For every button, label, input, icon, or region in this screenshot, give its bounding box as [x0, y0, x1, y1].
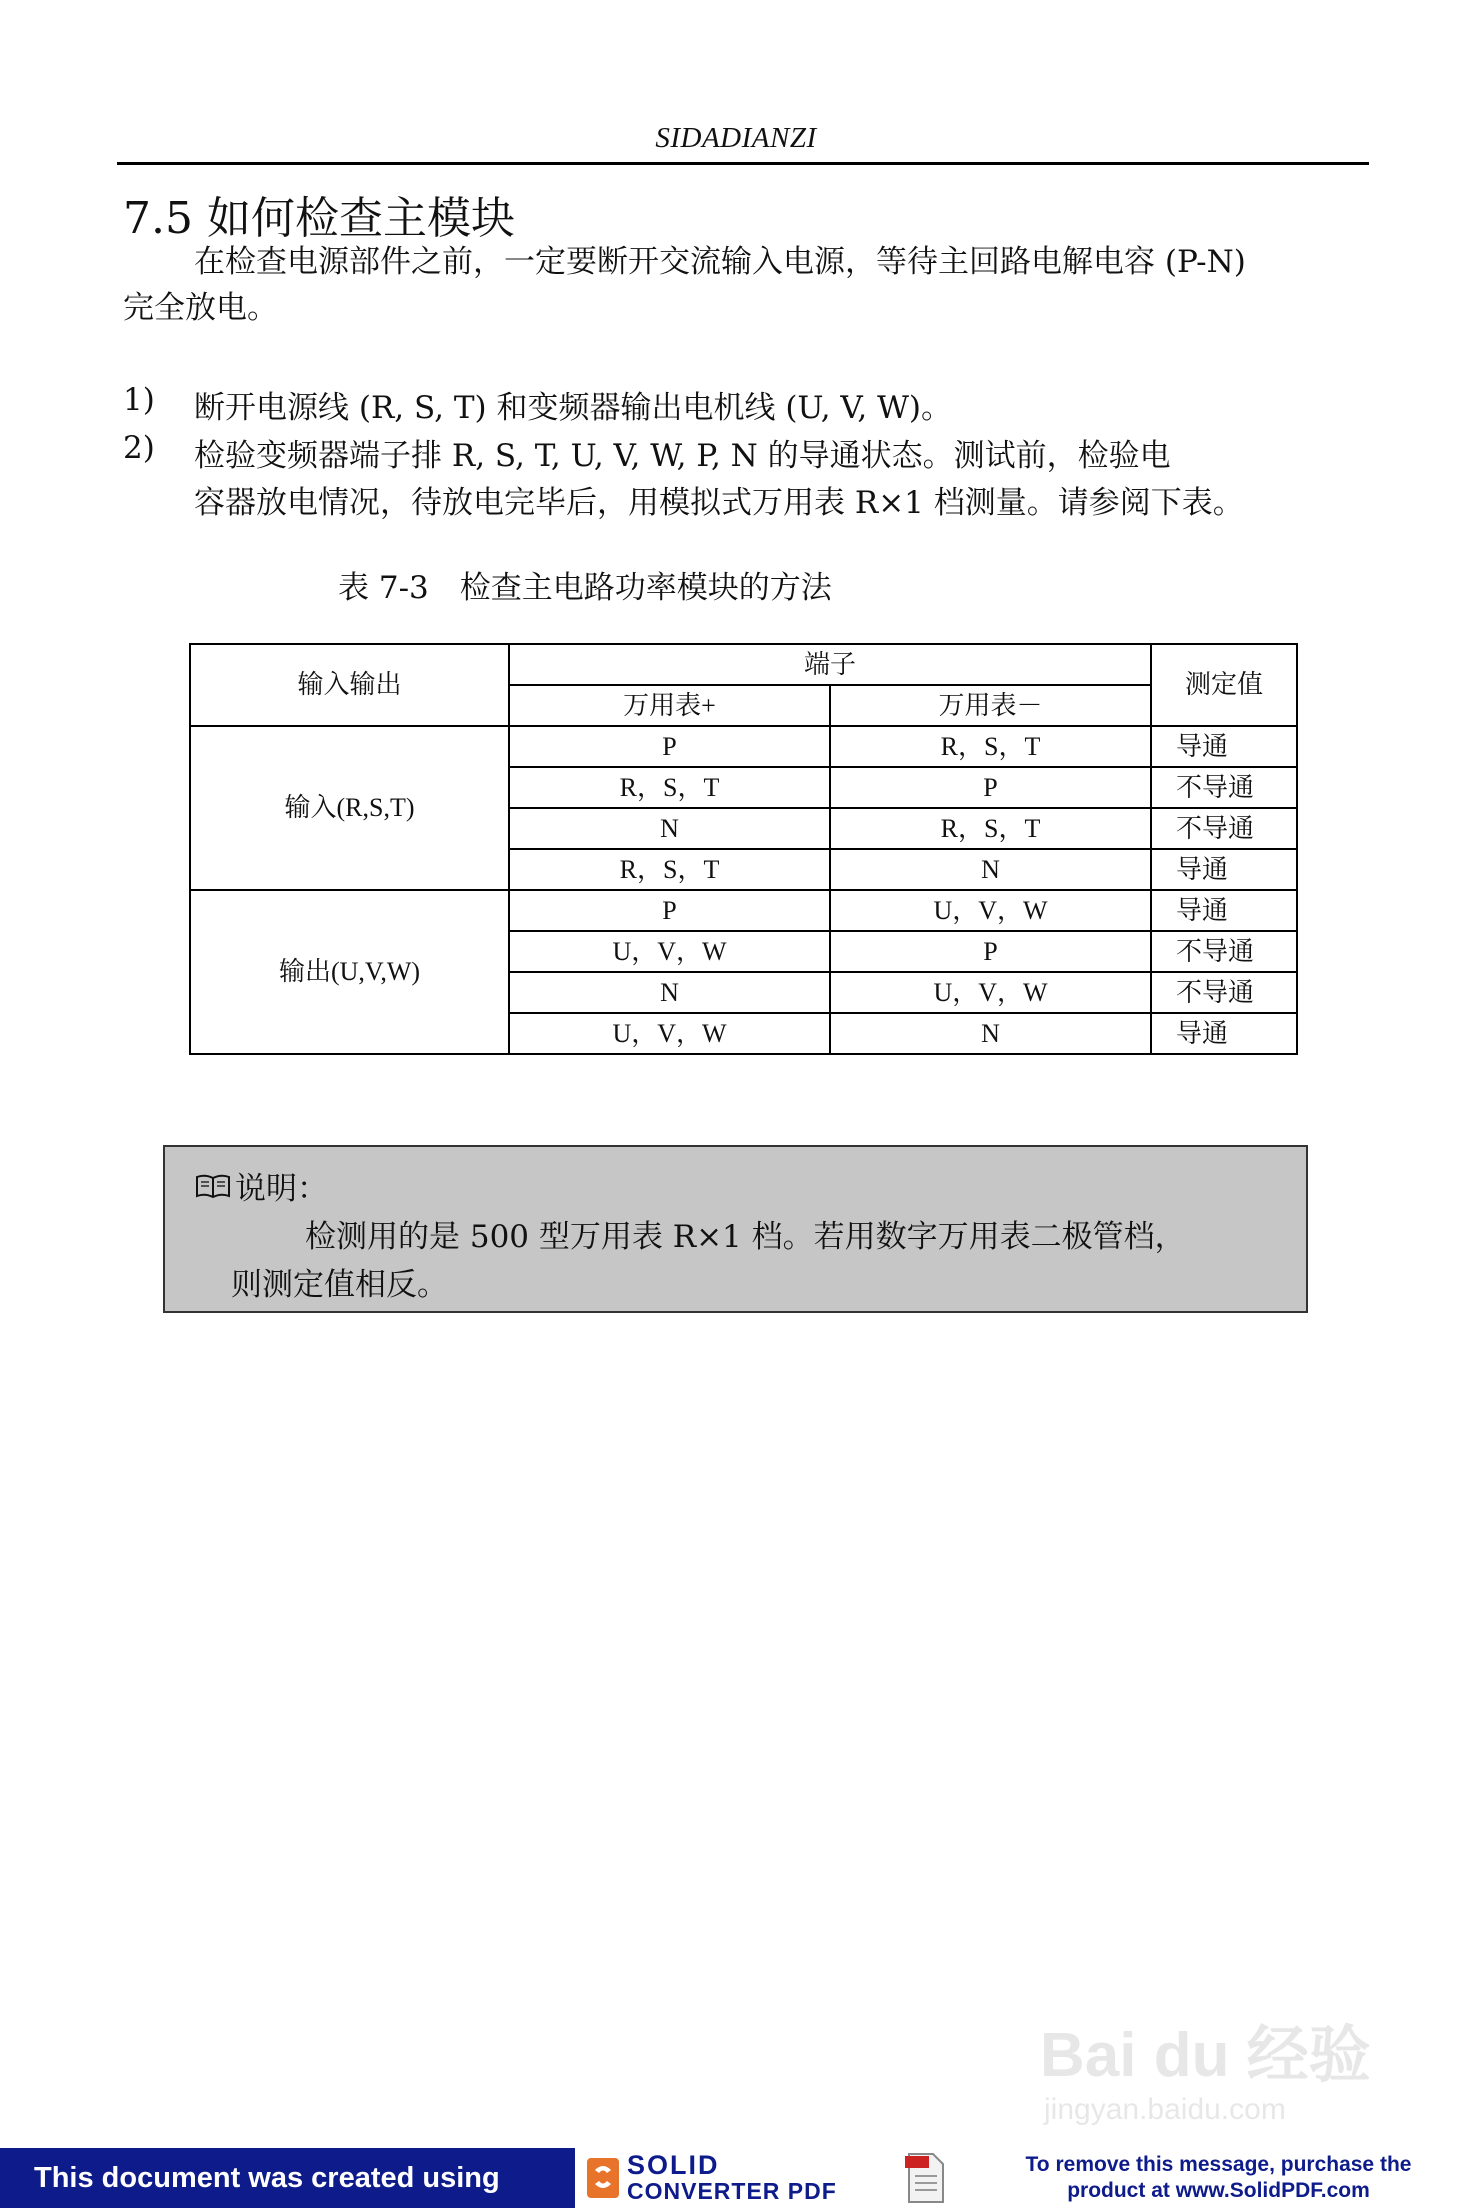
step-2-text-cont: 容器放电情况，待放电完毕后，用模拟式万用表 R×1 档测量。请参阅下表。	[194, 485, 1244, 521]
cell-plus: N	[509, 808, 830, 849]
cell-value: 不导通	[1151, 972, 1297, 1013]
footer-created-text: This document was created using	[0, 2148, 575, 2208]
watermark-url: jingyan.baidu.com	[1044, 2093, 1286, 2126]
cell-minus: R，S，T	[830, 726, 1151, 767]
step-2-text: 检验变频器端子排 R, S, T, U, V, W, P, N 的导通状态。测试前，检验电	[194, 438, 1171, 474]
converter-footer-banner	[0, 2148, 1472, 2208]
cell-minus: P	[830, 931, 1151, 972]
cell-minus: N	[830, 1013, 1151, 1054]
pdf-document-icon	[903, 2150, 947, 2206]
cell-value: 不导通	[1151, 808, 1297, 849]
watermark-logo: Bai du 经验	[1040, 2021, 1371, 2090]
note-header	[195, 1163, 328, 1208]
cell-value: 不导通	[1151, 931, 1297, 972]
solid-converter-logo-icon	[585, 2156, 621, 2200]
cell-minus: U，V，W	[830, 972, 1151, 1013]
running-header: SIDADIANZI	[655, 122, 817, 154]
header-rule	[117, 162, 1369, 165]
cell-value: 导通	[1151, 890, 1297, 931]
step-1-text: 断开电源线 (R, S, T) 和变频器输出电机线 (U, V, W)。	[194, 390, 953, 426]
table-row	[190, 726, 1297, 767]
cell-value: 不导通	[1151, 767, 1297, 808]
col-header-value: 测定值	[1151, 644, 1297, 726]
step-2-number: 2)	[123, 430, 155, 466]
intro-line-2: 完全放电。	[123, 290, 278, 326]
col-header-terminal: 端子	[509, 644, 1151, 685]
table-caption: 表 7-3 检查主电路功率模块的方法	[338, 570, 832, 606]
step-1-number: 1)	[123, 382, 155, 418]
col-header-io: 输入输出	[190, 644, 509, 726]
note-box	[163, 1145, 1308, 1313]
cell-plus: U，V，W	[509, 931, 830, 972]
col-header-minus: 万用表－	[830, 685, 1151, 726]
footer-brand-bottom: CONVERTER PDF	[627, 2178, 837, 2204]
group-label-output: 输出(U,V,W)	[190, 890, 509, 1054]
cell-plus: N	[509, 972, 830, 1013]
cell-value: 导通	[1151, 726, 1297, 767]
table-row	[190, 890, 1297, 931]
cell-plus: P	[509, 890, 830, 931]
cell-plus: P	[509, 726, 830, 767]
cell-minus: U，V，W	[830, 890, 1151, 931]
col-header-plus: 万用表+	[509, 685, 830, 726]
cell-minus: N	[830, 849, 1151, 890]
note-title: 说明：	[235, 1171, 328, 1207]
note-line-1: 检测用的是 500 型万用表 R×1 档。若用数字万用表二极管档，	[305, 1219, 1186, 1255]
footer-purchase-line-1: To remove this message, purchase the	[1025, 2153, 1412, 2176]
open-book-icon	[195, 1172, 231, 1200]
cell-minus: P	[830, 767, 1151, 808]
cell-minus: R，S，T	[830, 808, 1151, 849]
footer-purchase-line-2: product at www.SolidPDF.com	[1067, 2179, 1370, 2202]
note-line-2: 则测定值相反。	[231, 1267, 448, 1303]
footer-brand-top: SOLID	[627, 2150, 720, 2180]
baidu-jingyan-watermark	[1040, 1985, 1400, 2160]
footer-purchase-message	[965, 2148, 1472, 2208]
main-circuit-check-table	[189, 643, 1298, 1055]
cell-plus: R，S，T	[509, 767, 830, 808]
cell-plus: R，S，T	[509, 849, 830, 890]
cell-value: 导通	[1151, 849, 1297, 890]
group-label-input: 输入(R,S,T)	[190, 726, 509, 890]
footer-brand	[575, 2148, 965, 2208]
cell-value: 导通	[1151, 1013, 1297, 1054]
section-title: 7.5 如何检查主模块	[123, 193, 515, 244]
intro-line-1: 在检查电源部件之前，一定要断开交流输入电源，等待主回路电解电容 (P-N)	[194, 244, 1246, 280]
cell-plus: U，V，W	[509, 1013, 830, 1054]
